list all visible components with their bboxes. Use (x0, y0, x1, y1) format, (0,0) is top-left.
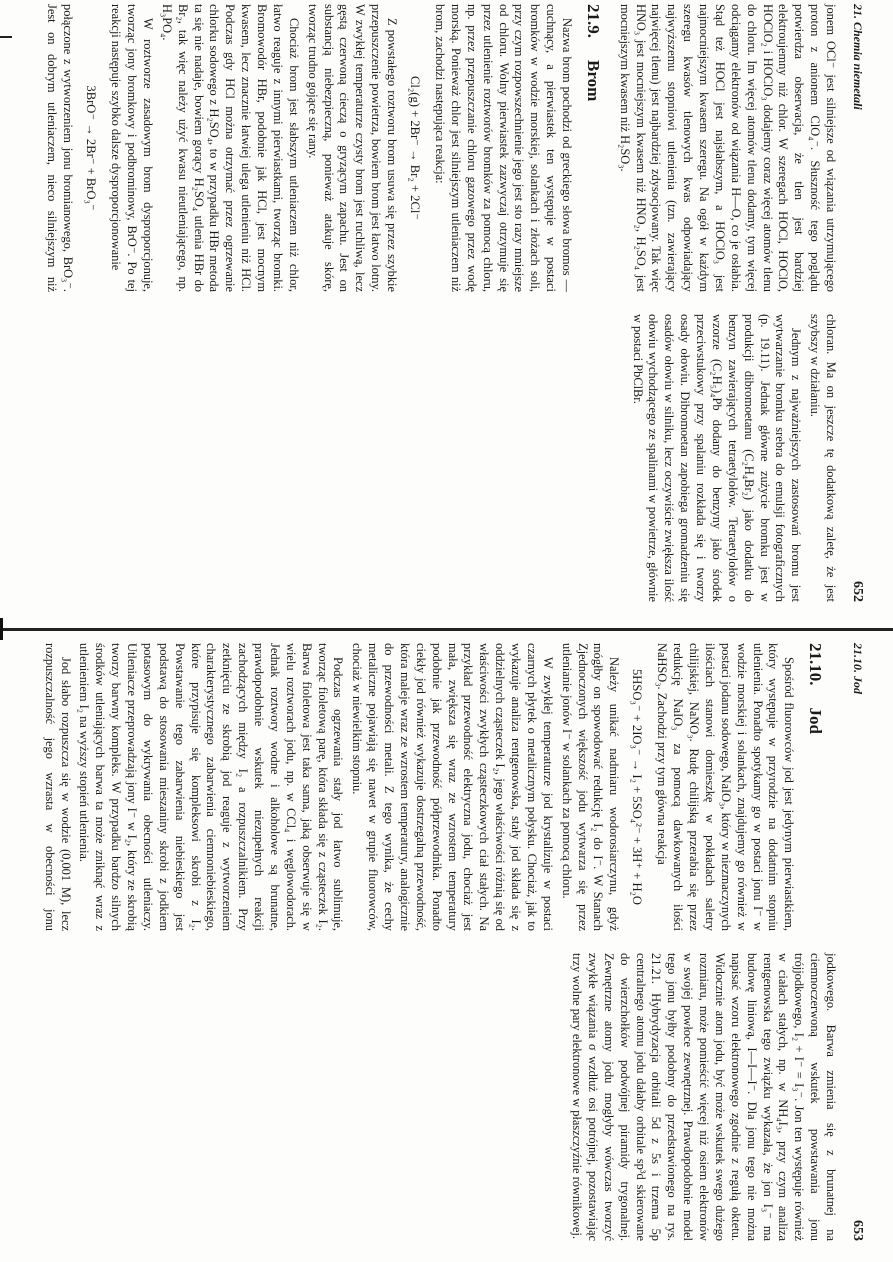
text-columns (38, 643, 838, 1241)
running-head (848, 4, 866, 602)
paragraph: Podczas ogrzewania stały jod łatwo sublimuje, tworząc fioletową parę, która składa się z cząsteczek I₂. Barwa fioletowa jest taka sama, jaką obserwuje się w wielu roztworach jodu, np. w CCl₄ i węglowodorach. Jednak roztwory wodne i alkoholowe są brunatne, prawdopodobnie wskutek niezupełnych reakcji zachodzących między I₂ a rozpuszczalnikiem. Przy zetknięciu ze skrobią jod reaguje z wytworzeniem charakterystycznego zabarwienia ciemnoniebieskiego, które przypisuje się kompleksowi skrobi z I₂. Powstawanie tego zabarwienia niebieskiego jest podstawą do stosowania mieszaniny skrobi z jodkiem potasowym do wykrywania obecności utleniaczy. Utleniacze przeprowadzają jony I⁻ w I₂, który ze skrobią tworzy barwny kompleks. W przypadku bardzo silnych środków utleniających barwa ta może zniknąć wraz z utlenieniem I₂ na wyższy stopień utlenienia. (77, 643, 346, 931)
paragraph: W zwykłej temperaturze jod krystalizuje w postaci czarnych płytek o metalicznym połysku. Chociaż, jak to wykazuje analiza rentgenowska, stały jod składa się z oddzielnych cząsteczek I₂, jego właściwości różnią się od właściwości zwykłych cząsteczkowych ciał stałych. Na przykład przewodność elektryczna jodu, chociaż jest mała, zwiększa się wraz ze wzrostem temperatury podobnie jak przewodność półprzewodnika. Ponadto ciekły jod również wykazuje dostrzegalną przewodność, która maleje wraz ze wzrostem temperatury, analogicznie do przewodności metali. Z tego wynika, że cechy metaliczne pojawiają się nawet w grupie fluorowców, chociaż w niewielkim stopniu. (350, 643, 555, 931)
paragraph: Z powstałego roztworu brom usuwa się przez szybkie przepuszczenie powietrza, bowiem brom jest łatwo lotny. W zwykłej temperaturze czysty brom jest ruchliwą, lecz gęstą czerwoną cieczą o gryzącym zapachu. Jest on substancją niebezpieczną, ponieważ atakuje skórę, tworząc trudno gojące się rany. (305, 4, 400, 292)
equation: 5HSO₃⁻ + 2IO₃⁻ → I₂ + 5SO₄²⁻ + 3H⁺ + H₂O (630, 668, 645, 906)
paragraph: Należy unikać nadmiaru wodorosiarczynu, gdyż mógłby on spowodować redukcję I₂ do I⁻. W Stanach Zjednoczonych większość jodu wytwarza się przez utlenianie jonów I⁻ w solankach za pomocą chloru. (559, 643, 622, 931)
paragraph: Chociaż brom jest słabszym utleniaczem niż chlor, łatwo reaguje z innymi pierwiastkami, tworząc bromki. Bromowodór HBr, podobnie jak HCl, jest mocnym kwasem, lecz znacznie łatwiej ulega utlenieniu niż HCl. Podczas gdy HCl można otrzymać przez ogrzewanie chlorku sodowego z H₂SO₄, to w przypadku HBr metoda ta się nie nadaje, bowiem gorący H₂SO₄ utlenia HBr do Br₂, tak więc należy użyć kwasu nieutleniającego, np. H₃PO₄. (159, 4, 301, 292)
page-number: 652 (850, 581, 865, 602)
section-number: 21.9. (583, 4, 603, 38)
paragraph: Jednym z najważniejszych zastosowań bromu jest wytwarzanie bromku srebra do emulsji fotograficznych (p. 19.11). Jednak główne zużycie bromku jest w produkcji dibromoetanu (C₂H₄Br₂) jako dodatku do benzyn zawierających tetraetylołów. Tetraetylołów o wzorze (C₂H₅)₄Pb dodany do benzyny jako środek przeciwstukowy przy spalaniu rozkłada się i tworzy osady ołowiu. Dibromoetan zapobiega gromadzeniu się osadów ołowiu w silniku, lecz oczywiście zwiększa ilość ołowiu wychodzącego ze spalinami w powietrze, głównie w postaci PbClBr. (630, 314, 804, 602)
paragraph: Spośród fluorowców jod jest jedynym pierwiastkiem, który występuje w przyrodzie na dodatnim stopniu utlenienia. Ponadto spotykamy go w postaci jonu I⁻ w wodzie morskiej i solankach, znajdujemy go również w postaci jodanu sodowego, NaIO₃, który w niezmaczynych ilościach stanowi domieszkę w pokładach saletry chilijskiej, NaNO₃. Rudę chilijską przerabia się przez redukcję NaIO₃ za pomocą dawkowanych ilości NaHSO₃. Zachodzi przy tym główna reakcja (655, 643, 797, 931)
running-title: 21.10. Jod (851, 643, 865, 694)
page-653 (10, 637, 870, 1247)
section-title: Jod (806, 707, 826, 734)
running-head (848, 643, 866, 1241)
paragraph: Jod słabo rozpuszcza się w wodzie (0,001 M), lecz rozpuszczalność jego wzrasta w obecności jonu jodkowego. Barwa zmienia się z brunatnej na ciemnoczerwoną wskutek powstawania jonu trójjodkowego, I₂ + I⁻ = I₃⁻. Jon ten występuje również w ciałach stałych, np. w NH₄I₃, przy czym analiza rentgenowska tego związku wykazała, że jon I₃⁻ ma budowę liniową, I—I—I⁻. Dla jonu tego nie można napisać wzoru elektronowego zgodnie z regułą oktetu. Widocznie atom jodu, być może wskutek swego dużego rozmiaru, może pomieścić więcej niż osiem elektronów w swojej powłoce zewnętrznej. Prawdopodobnie model tego jonu byłby podobny do przedstawionego na rys. 21.21. Hybrydyzacja orbitali 5d z 5s i trzema 5p centralnego atomu jodu dałaby orbitale sp³d skierowane do wierzchołków podwójnej piramidy trygonalnej. Zewnętrzne atomy jodu mogłyby wówczas tworzyć zwykłe wiązania σ wzdłuż osi potrójnej, pozostawiając trzy wolne pary elektronowe w płaszczyźnie równikowej. (42, 643, 839, 1241)
page-652 (10, 0, 870, 608)
section-heading-jod (804, 643, 826, 931)
section-title: Brom (583, 60, 603, 102)
paragraph: Nazwa brom pochodzi od greckiego słowa bromos — cuchnący, a pierwiastek ten występuje w postaci bromków w wodzie morskiej, solankach i złożach soli, przy czym rozpowszechnienie jego jest sto razy mniejsze od chloru. Wolny pierwiastek zazwyczaj otrzymuje się przez utlenienie roztworów bromków za pomocą chloru, np. przez przepuszczanie chloru gazowego przez wodę morską. Ponieważ chlor jest silniejszym utleniaczem niż brom, zachodzi następująca reakcja: (433, 4, 575, 292)
page-fold-line (0, 628, 893, 631)
page-number: 653 (850, 1220, 865, 1241)
paragraph: połączone z wytworzeniem jonu bromianowego, BrO₃⁻. Jest on dobrym utleniaczem, nieco silniejszym niż chloran. Ma on jeszcze tę dodatkową zaletę, że jest szybszy w działaniu. (45, 4, 839, 602)
running-title: 21. Chemia niemetali (851, 4, 865, 110)
paragraph: jonem OCl⁻ jest silniejsze od wiązania utrzymującego proton z anionem ClO₄⁻. Słuszność tego poglądu potwierdza obserwacja, że tlen jest bardziej elektroujemny niż chlor. W szeregach HOCl, HOClO, HOClO₂ i HOClO₃ dodajemy coraz więcej atomów tlenu do chloru. Im więcej atomów tlenu dodamy, tym więcej odciągamy elektronów od wiązania H—O, co je osłabia. Stąd też HOCl jest najsłabszym, a HOClO₃ jest najmocniejszym kwasem szeregu. Na ogół w każdym szeregu kwasów tlenowych kwas odpowiadający najwyższemu stopniowi utlenienia (tzn. zawierający najwięcej tlenu) jest najbardziej zdysocjowany. Tak więc HNO₃ jest mocniejszym kwasem niż HNO₂, H₂SO₄ jest mocniejszym kwasem niż H₂SO₃. (617, 4, 839, 292)
section-number: 21.10. (806, 643, 826, 686)
paragraph: W roztworze zasadowym brom dysproporcjonuje, tworząc jony bromkowy i podbrominowy, BrO⁻. Po tej reakcji następuje szybko dalsze dysproporcjonowanie (109, 4, 155, 292)
equation: Cl₂(g) + 2Br⁻ → Br₂ + 2Cl⁻ (408, 75, 423, 221)
text-columns (38, 4, 838, 602)
equation: 3BrO⁻ → 2Br⁻ + BrO₃⁻ (84, 85, 99, 211)
section-heading-brom (582, 4, 604, 292)
